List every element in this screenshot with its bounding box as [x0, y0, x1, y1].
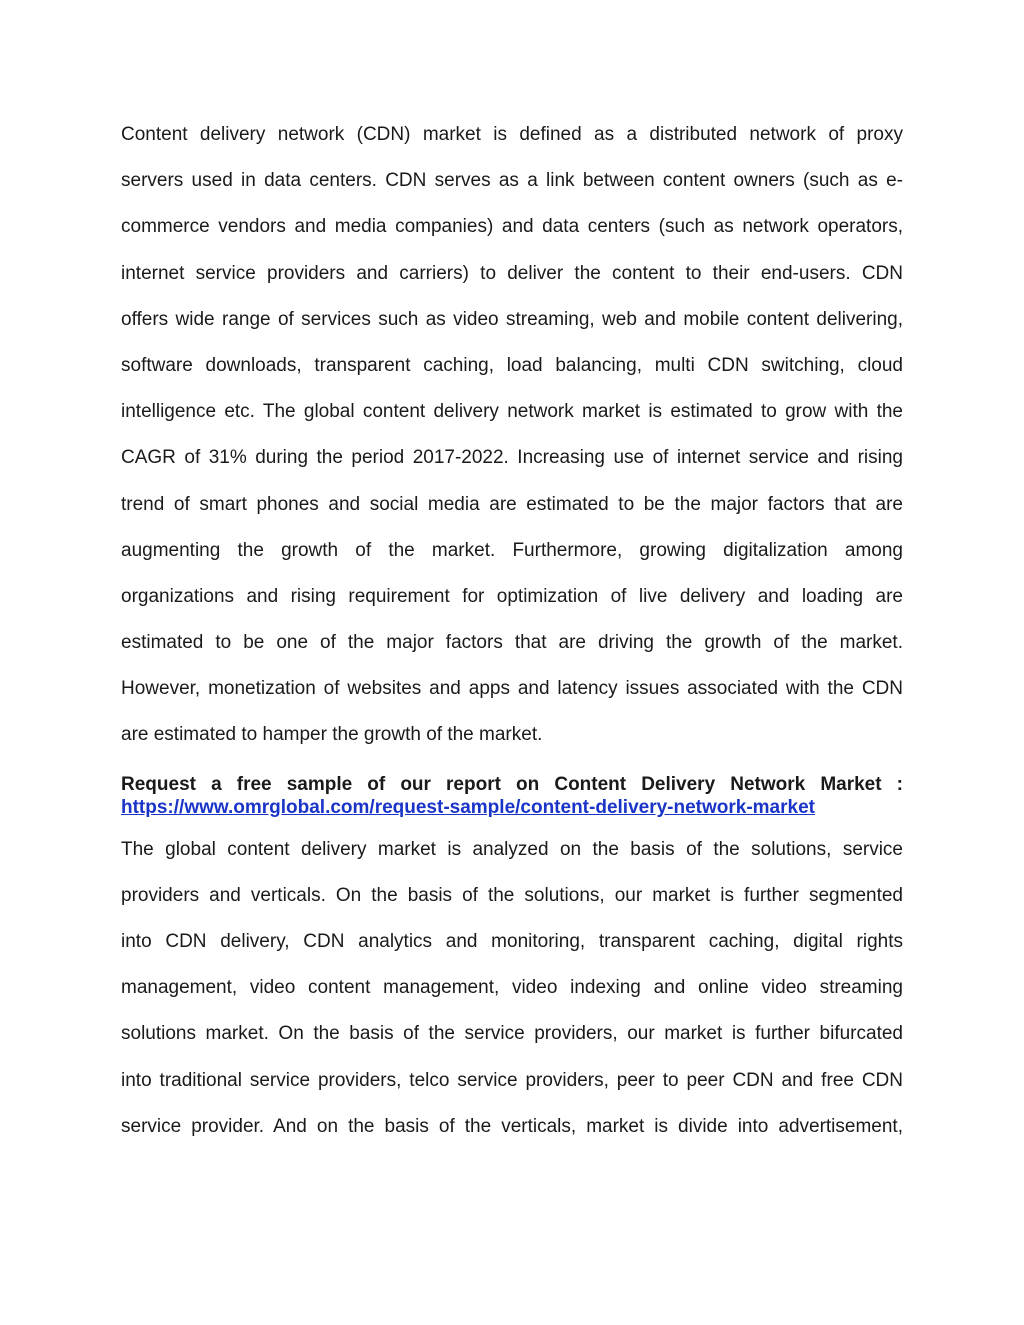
paragraph-line: trend of smart phones and social media are estimated to be the major factors that are	[121, 493, 903, 515]
paragraph-line: The global content delivery market is analyzed on the basis of the solutions, service	[121, 838, 903, 860]
paragraph-line: are estimated to hamper the growth of the market.	[121, 724, 543, 746]
paragraph-line: intelligence etc. The global content delivery network market is estimated to grow with the	[121, 401, 903, 423]
paragraph-line: providers and verticals. On the basis of the solutions, our market is further segmented	[121, 884, 903, 906]
sample-request-callout	[121, 773, 903, 819]
document-body	[121, 112, 903, 1150]
callout-text: Request a free sample of our report on Content Delivery Network Market :	[121, 773, 903, 795]
paragraph-line: However, monetization of websites and apps and latency issues associated with the CDN	[121, 678, 903, 700]
paragraph-cdn-definition	[121, 112, 903, 759]
paragraph-line: augmenting the growth of the market. Furthermore, growing digitalization among	[121, 539, 903, 561]
paragraph-line: solutions market. On the basis of the service providers, our market is further bifurcated	[121, 1023, 903, 1045]
paragraph-market-segmentation	[121, 827, 903, 1150]
paragraph-line: service provider. And on the basis of the verticals, market is divide into advertisement,	[121, 1115, 903, 1137]
paragraph-line: commerce vendors and media companies) and data centers (such as network operators,	[121, 216, 903, 238]
paragraph-line: offers wide range of services such as video streaming, web and mobile content delivering,	[121, 308, 903, 330]
paragraph-line: servers used in data centers. CDN serves as a link between content owners (such as e-	[121, 170, 903, 192]
paragraph-line: estimated to be one of the major factors that are driving the growth of the market.	[121, 632, 903, 654]
paragraph-line: into traditional service providers, telco service providers, peer to peer CDN and free CDN	[121, 1069, 903, 1091]
paragraph-line: into CDN delivery, CDN analytics and monitoring, transparent caching, digital rights	[121, 931, 903, 952]
paragraph-line: CAGR of 31% during the period 2017-2022. Increasing use of internet service and rising	[121, 447, 903, 469]
paragraph-line: Content delivery network (CDN) market is defined as a distributed network of proxy	[121, 124, 903, 145]
paragraph-line: software downloads, transparent caching, load balancing, multi CDN switching, cloud	[121, 354, 903, 376]
paragraph-line: internet service providers and carriers) to deliver the content to their end-users. CDN	[121, 262, 903, 284]
paragraph-line: management, video content management, video indexing and online video streaming	[121, 977, 903, 999]
sample-request-link[interactable]: https://www.omrglobal.com/request-sample/content-delivery-network-market	[121, 796, 815, 818]
paragraph-line: organizations and rising requirement for optimization of live delivery and loading are	[121, 585, 903, 607]
